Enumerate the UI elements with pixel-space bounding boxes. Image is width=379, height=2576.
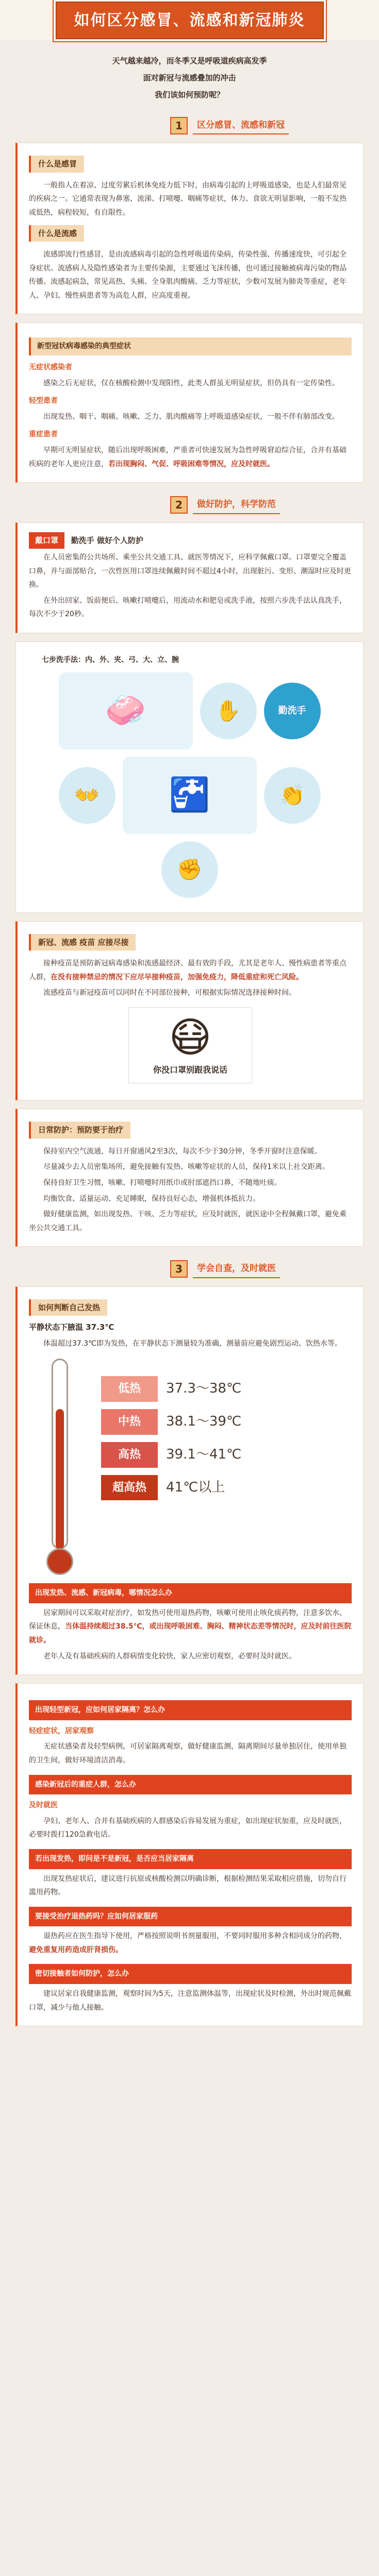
fever-level-row [101,1475,352,1501]
covid-c-head: 重症患者 [29,430,58,439]
daily-text-5: 做好健康监测，如出现发热、干咳、乏力等症状，应及时就医，就医途中全程佩戴口罩，避免乘坐公共交通工具。 [29,1210,347,1232]
fever-level-name: 高热 [101,1442,158,1468]
meme-caption: 你没口罩别跟我说话 [153,1064,227,1075]
thermometer-bulb [46,1548,73,1575]
faq-q2-answer-head: 及时就医 [29,1801,58,1810]
step-circle-center [264,683,321,739]
covid-c-paragraph [29,444,352,471]
mask-text: 在人员密集的公共场所、乘坐公共交通工具、就医等情况下，应科学佩戴口罩。口罩要完全覆盖口鼻，并与面部贴合，一次性医用口罩连续佩戴时间不超过4小时，出现脏污、变形、潮湿时应及时更换。 [29,553,351,589]
faq-q1-answer-head: 轻症症状，居家观察 [29,1726,94,1735]
fever-level-range: 41℃以上 [166,1479,225,1495]
faq-q1-text: 无症状感染者及轻型病例，可居家隔离观察，做好健康监测，隔离期间尽量单独居住，使用单独的卫生间，做好环境清洁消毒。 [29,1742,347,1765]
faq-q1: 出现轻型新冠，应如何居家隔离？怎么办 [29,1700,352,1720]
covid-card [15,323,364,483]
step-center-label: 勤洗手 [278,705,306,716]
hands-clap-icon: 👏 [279,783,305,807]
cold-card [15,143,364,314]
step-circle-4 [161,841,218,898]
fever-level-range: 39.1～41℃ [166,1446,242,1462]
cold-chip: 什么是感冒 [29,156,84,173]
mask-meme [128,1007,252,1083]
intro-line-3: 我们该如何预防呢？ [154,90,224,99]
faq-q5-text: 建议居家自我健康监测，观察时间为5天，注意监测体温等，出现症状及时检测，外出时规范佩戴口罩，减少与他人接触。 [29,1990,351,2012]
section-3-number: 3 [170,1260,188,1278]
thermometer-fill [56,1409,64,1549]
wash-illustrations [27,672,352,898]
wash-card [15,641,364,913]
fever-card [15,1286,364,1675]
faq-card [15,1683,364,2026]
section-2-header [170,496,364,514]
mask-heading [29,532,352,549]
covid-a-head: 无症状感染者 [29,363,72,372]
faq-q2-text: 孕妇、老年人、合并有基础疾病的人群感染后容易发展为重症，如出现症状加重，应及时就医，必要时拨打120急救电话。 [29,1817,347,1839]
title-banner [0,0,379,40]
steps-text: 七步洗手法：内、外、夹、弓、大、立、腕 [42,655,179,664]
normal-temp: 平静状态下腋温 37.3℃ [29,1323,114,1332]
faq-q4-text: 退热药应在医生指导下使用，严格按照说明书剂量服用，不要同时服用多种含相同成分的药物， [43,1932,347,1941]
fever-level-row [101,1409,352,1435]
daily-text-1: 保持室内空气流通，每日开窗通风2至3次，每次不少于30分钟，冬季开窗时注意保暖。 [43,1147,322,1156]
fever-level-range: 38.1～39℃ [166,1414,242,1430]
fever-level-range: 37.3～38℃ [166,1381,242,1397]
soap-illustration [59,672,193,750]
section-1-number: 1 [170,117,188,134]
daily-card [15,1109,364,1247]
symptom-chip: 出现发热、流感、新冠病毒，哪情况怎么办 [29,1583,352,1603]
vaccine-text-2: 流感疫苗与新冠疫苗可以同时在不同部位接种，可根据实际情况选择接种时间。 [43,989,296,997]
mask-card [15,522,364,633]
faq-q3-text: 出现发热症状后，建议进行抗原或核酸检测以明确诊断，根据检测结果采取相应措施，切勿自行滥用药物。 [29,1874,347,1897]
fever-level-name: 超高热 [101,1475,158,1501]
tap-illustration [123,757,257,834]
symptom-text: 居家期间可以采取对症治疗，如发热可使用退热药物，咳嗽可使用止咳化痰药物，注意多饮水、保证休息， [29,1608,347,1631]
covid-b-head: 轻型患者 [29,397,58,405]
symptom-text-2: 老年人及有基础疾病的人群病情变化较快，家人应密切观察，必要时及时就医。 [43,1652,296,1660]
mask-sub: 勤洗手 做好个人防护 [71,535,144,545]
thermometer-icon [29,1359,91,1575]
section-1-header [170,117,364,134]
step-circle-1 [200,683,257,739]
thermometer-graphic [29,1359,352,1575]
step-circle-3 [264,767,321,824]
page-title: 如何区分感冒、流感和新冠肺炎 [56,2,324,39]
flu-chip: 什么是流感 [29,225,84,242]
daily-text-4: 均衡饮食、适量运动、充足睡眠，保持良好心态，增强机体抵抗力。 [43,1194,260,1203]
fist-icon: ✊ [176,857,203,882]
fever-levels [101,1359,352,1507]
fever-note: 体温超过37.3℃即为发热，在平静状态下测量较为准确，测量前应避免剧烈运动、饮热水等。 [43,1339,342,1348]
fever-level-row [101,1442,352,1468]
vaccine-highlight: 在没有接种禁忌的情况下应尽早接种疫苗，加强免疫力，降低重症和死亡风险。 [51,973,303,981]
faq-q4: 要接受治疗退热药吗？应如何居家服药 [29,1907,352,1927]
vaccine-paragraph [29,957,352,984]
hands-icon: 👐 [74,783,100,807]
flu-text: 流感即流行性感冒，是由流感病毒引起的急性呼吸道传染病，传染性强、传播速度快，可引起全身症状。流感病人及隐性感染者为主要传染源，主要通过飞沫传播，也可通过接触被病毒污染的物品传播。流感起病急，常见高热、头痛、全身肌肉酸痛、乏力等症状，少数可发展为肺炎等重症，老年人、孕妇、慢性病患者等为高危人群，应高度重视。 [29,250,347,300]
symptom-paragraph [29,1606,352,1648]
vaccine-text: 接种疫苗是预防新冠病毒感染和流感最经济、最有效的手段，尤其是老年人、慢性病患者等重点人群， [29,959,347,981]
bottom-spacer [15,2035,364,2050]
daily-text-3: 保持良好卫生习惯，咳嗽、打喷嚏时用纸巾或肘部遮挡口鼻，不随地吐痰。 [43,1178,282,1187]
vaccine-card [15,921,364,1101]
wash-text: 在外出回家、饭前便后、咳嗽打喷嚏后，用流动水和肥皂或洗手液，按照六步洗手法认真洗手，每次不少于20秒。 [29,596,347,619]
fever-level-name: 低热 [101,1376,158,1402]
step-circle-2 [59,767,116,824]
section-3-title: 学会自查，及时就医 [193,1260,280,1278]
fever-chip: 如何判断自己发热 [29,1299,107,1316]
faq-q5: 密切接触者如何防护，怎么办 [29,1964,352,1984]
intro-line-1: 天气越来越冷，而冬季又是呼吸道疾病高发季 [112,56,267,65]
cold-text: 一般指人在着凉、过度劳累后机体免疫力低下时，由病毒引起的上呼吸道感染，也是人们最常见的疾病之一。它通常表现为鼻塞、流涕、打喷嚏、咽痛等症状，体力、食欲无明显影响，一般不发热或低热，病程较短，有自限性。 [29,181,347,217]
covid-c-highlight: 若出现胸闷、气促、呼吸困难等情况，应及时就医。 [108,460,274,468]
mask-chip: 戴口罩 [29,532,64,549]
faq-q4-paragraph [29,1929,352,1957]
faq-q4-highlight: 避免重复用药造成肝肾损伤。 [29,1945,123,1954]
faq-q2: 感染新冠后的重症人群，怎么办 [29,1775,352,1795]
soap-icon: 🧼 [105,691,146,730]
panda-mask-icon: 😷 [169,1013,212,1061]
vaccine-chip: 新冠、流感 疫苗 应接尽接 [29,934,136,951]
section-1-title: 区分感冒、流感和新冠 [193,117,289,134]
intro-line-2: 面对新冠与流感叠加的冲击 [143,73,236,82]
covid-chip: 新型冠状病毒感染的典型症状 [29,337,352,355]
section-2-title: 做好防护，科学防范 [193,496,280,514]
section-3-header [170,1260,364,1278]
faq-q3: 若出现发热，即问是不是新冠，是否应当居家隔离 [29,1849,352,1869]
fever-level-name: 中热 [101,1409,158,1435]
symptom-highlight: 当体温持续超过38.5℃，或出现呼吸困难、胸闷、精神状态差等情况时，应及时前往医院就诊。 [29,1622,352,1645]
covid-c-text: 早期可无明显症状，随后出现呼吸困难，严重者可快速发展为急性呼吸窘迫综合征，合并有基础疾病的老年人更应注意， [29,446,347,468]
daily-chip: 日常防护：预防要于治疗 [29,1122,130,1139]
covid-b-text: 出现发热、咽干、咽痛、咳嗽、乏力、肌肉酸痛等上呼吸道感染症状，一般不伴有肺部改变。 [43,412,339,421]
faucet-icon: 🚰 [169,775,210,814]
daily-text-2: 尽量减少去人员密集场所，避免接触有发热、咳嗽等症状的人员，保持1米以上社交距离。 [43,1163,329,1172]
intro [15,53,364,104]
section-2-number: 2 [170,496,188,514]
hand-icon: ✋ [215,699,241,723]
fever-level-row [101,1376,352,1402]
covid-a-text: 感染之后无症状，仅在核酸检测中发现阳性，此类人群虽无明显症状，但仍具有一定传染性。 [43,379,339,387]
